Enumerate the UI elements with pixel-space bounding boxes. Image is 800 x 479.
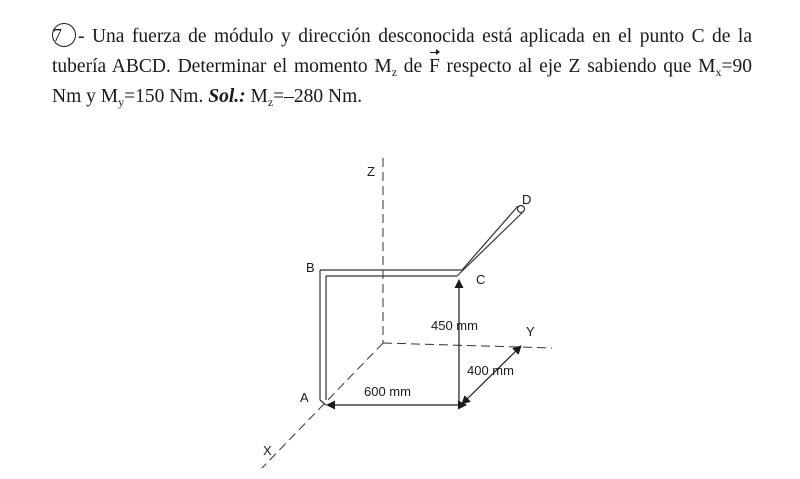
text-part-5: =150 Nm. — [124, 86, 209, 107]
text-part-6: M — [245, 86, 268, 107]
subscript-z-solution: z — [267, 95, 274, 109]
text-part-7: =–280 Nm. — [273, 86, 363, 107]
pipe-segment-cd — [457, 206, 525, 277]
text-part-2: de — [397, 56, 429, 77]
number-dash: - — [78, 26, 85, 47]
subscript-z: z — [391, 65, 398, 79]
force-vector-symbol: F — [429, 52, 440, 82]
axis-label-z: Z — [367, 164, 375, 179]
pipe-segment-ab — [320, 270, 326, 405]
dimension-label-450: 450 mm — [431, 318, 478, 333]
problem-number: 7 — [52, 23, 76, 47]
point-label-a: A — [300, 390, 309, 405]
pipe-segment-bc — [320, 270, 462, 276]
point-label-c: C — [476, 272, 486, 287]
dimension-label-600: 600 mm — [364, 384, 411, 399]
subscript-y: y — [118, 95, 125, 109]
axis-label-x: X — [263, 443, 272, 458]
text-part-4: =90 Nm y M — [52, 56, 752, 107]
subscript-x: x — [715, 65, 722, 79]
point-label-d: D — [522, 192, 532, 207]
point-label-b: B — [306, 260, 315, 275]
y-axis — [383, 343, 552, 348]
text-part-1: Una fuerza de módulo y dirección desconocida está aplicada en el punto C de la tubería ABCD. Determinar el momento M — [52, 26, 752, 77]
solution-label: Sol.: — [208, 86, 246, 107]
axis-label-y: Y — [526, 324, 535, 339]
dimension-label-400: 400 mm — [467, 363, 514, 378]
text-part-3: respecto al eje Z sabiendo que M — [439, 56, 716, 77]
